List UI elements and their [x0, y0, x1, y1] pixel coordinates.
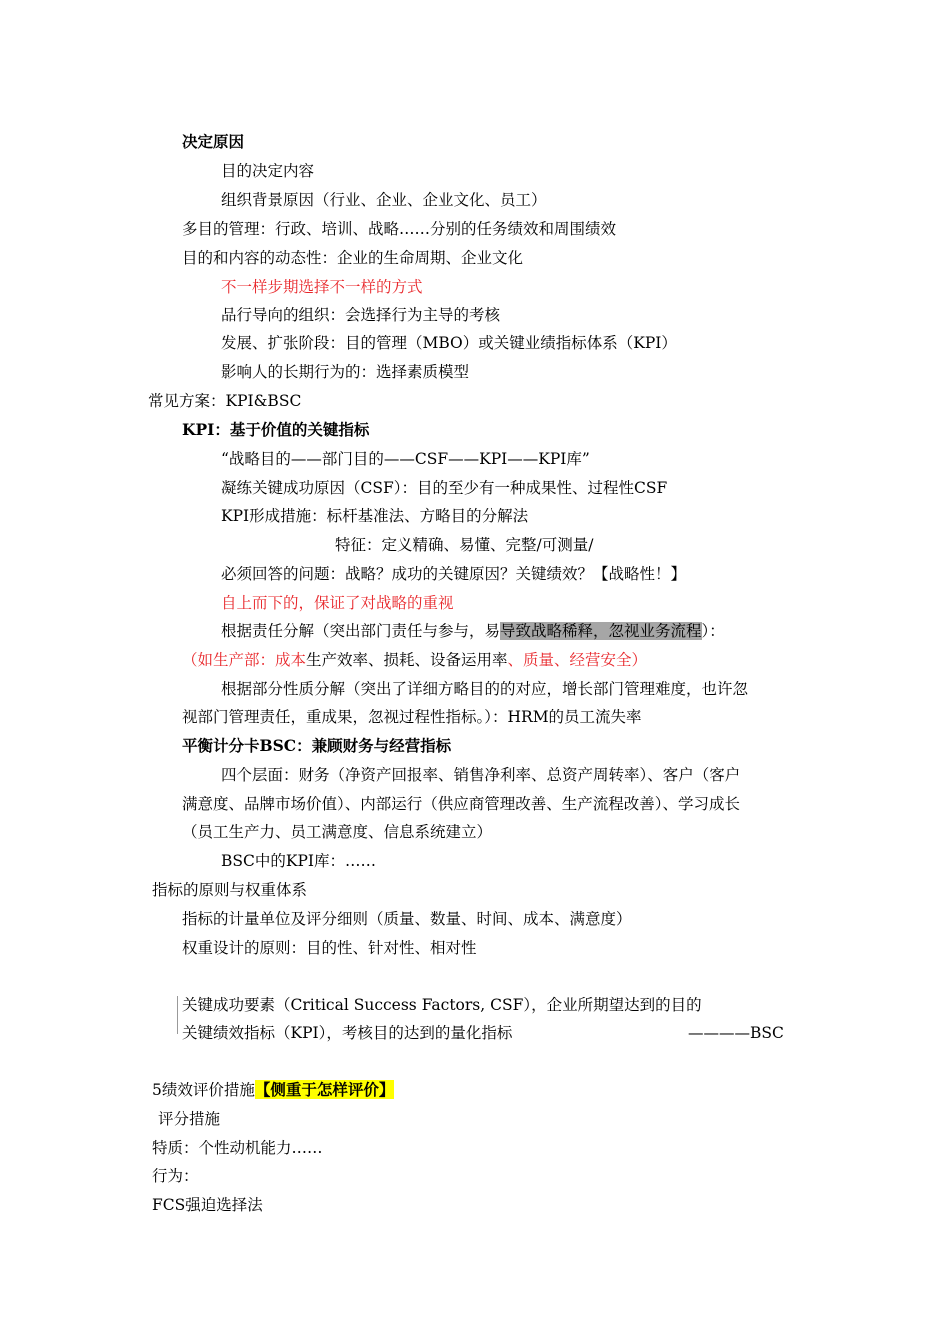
text-line: 特质：个性动机能力……: [152, 1139, 323, 1157]
text-line: BSC中的KPI库：……: [221, 852, 377, 870]
text-segment: 5绩效评价措施: [152, 1081, 255, 1099]
red-text-segment: 、质量、经营安全）: [507, 651, 648, 669]
gray-highlight-text: 导致战略稀释，忽视业务流程: [500, 622, 702, 640]
yellow-highlight-text: 【侧重于怎样评价】: [254, 1080, 395, 1099]
text-line: 组织背景原因（行业、企业、企业文化、员工）: [221, 191, 547, 209]
text-line: 品行导向的组织：会选择行为主导的考核: [221, 306, 501, 324]
text-line: 根据部分性质分解（突出了详细方略目的的对应，增长部门管理难度，也许忽: [221, 680, 749, 698]
text-line: ————BSC: [688, 1024, 784, 1042]
text-line: “战略目的——部门目的——CSF——KPI——KPI库”: [221, 450, 590, 468]
text-line: 多目的管理：行政、培训、战略……分别的任务绩效和周围绩效: [182, 220, 617, 238]
text-segment: ）：: [701, 622, 725, 640]
text-line: 指标的计量单位及评分细则（质量、数量、时间、成本、满意度）: [182, 910, 632, 928]
highlight-text-red: 自上而下的，保证了对战略的重视: [221, 594, 454, 612]
text-line: 发展、扩张阶段：目的管理（MBO）或关键业绩指标体系（KPI）: [221, 334, 677, 352]
heading-kpi: KPI：基于价值的关键指标: [182, 420, 370, 439]
red-text-segment: （如生产部：成本: [182, 651, 307, 669]
text-line: [152, 1080, 394, 1100]
text-line: 常见方案：KPI&BSC: [148, 392, 302, 410]
bracket-line: [177, 996, 178, 1034]
text-segment: 生产效率、损耗、设备运用率: [306, 651, 508, 669]
heading-bsc: 平衡计分卡BSC：兼顾财务与经营指标: [182, 736, 452, 755]
text-line: 评分措施: [158, 1110, 221, 1128]
text-line: （员工生产力、员工满意度、信息系统建立）: [182, 823, 493, 841]
text-line: [182, 650, 647, 670]
text-line: 特征：定义精确、易懂、完整/可测量/: [335, 536, 594, 554]
text-line: 权重设计的原则：目的性、针对性、相对性: [182, 939, 477, 957]
text-line: KPI形成措施：标杆基准法、方略目的分解法: [221, 507, 529, 525]
text-line: 指标的原则与权重体系: [152, 881, 308, 899]
text-line: 目的决定内容: [221, 162, 315, 180]
text-line: 目的和内容的动态性：企业的生命周期、企业文化: [182, 249, 524, 267]
text-line: 四个层面：财务（净资产回报率、销售净利率、总资产周转率）、客户（客户: [221, 766, 741, 784]
text-line: [221, 621, 725, 641]
text-segment: 根据责任分解（突出部门责任与参与，易: [221, 622, 501, 640]
text-line: FCS强迫选择法: [152, 1196, 263, 1214]
text-line: 影响人的长期行为的：选择素质模型: [221, 363, 470, 381]
text-line: 行为：: [152, 1167, 199, 1185]
heading-decision-reasons: 决定原因: [182, 132, 245, 151]
text-line: 凝练关键成功原因（CSF）：目的至少有一种成果性、过程性CSF: [221, 479, 668, 497]
text-line: 必须回答的问题：战略？成功的关键原因？关键绩效？【战略性！】: [221, 565, 687, 583]
text-line: 满意度、品牌市场价值）、内部运行（供应商管理改善、生产流程改善）、学习成长: [182, 795, 741, 813]
text-line: 视部门管理责任，重成果，忽视过程性指标。）：HRM的员工流失率: [182, 708, 642, 726]
highlight-text-red: 不一样步期选择不一样的方式: [221, 278, 423, 296]
text-line: 关键成功要素（Critical Success Factors, CSF），企业所期望达到的目的: [182, 996, 702, 1014]
text-line: 关键绩效指标（KPI），考核目的达到的量化指标: [182, 1024, 513, 1042]
